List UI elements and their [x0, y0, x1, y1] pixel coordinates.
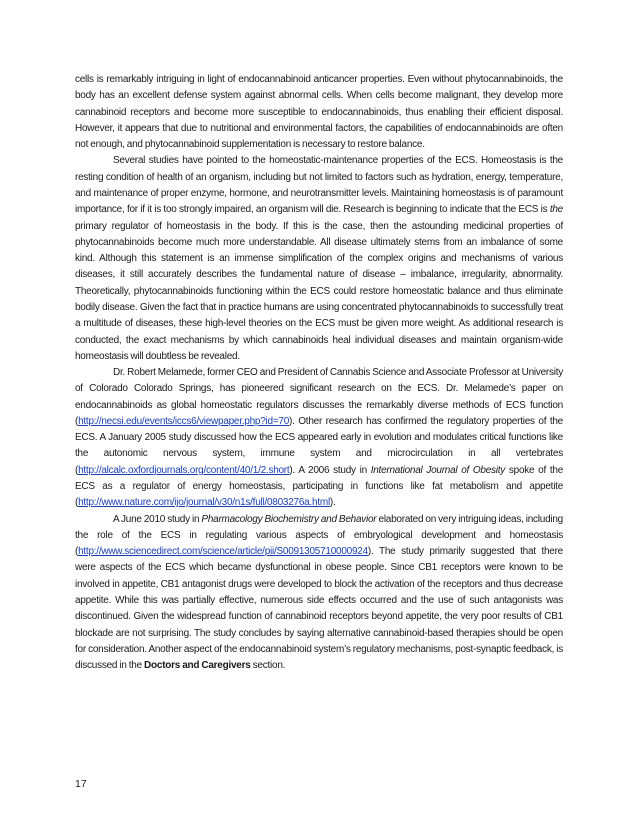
paragraph-text: ). A 2006 study in	[289, 464, 371, 476]
paragraph-endocannabinoid-anticancer	[75, 72, 563, 153]
paragraph-pharmacology-study	[75, 512, 563, 675]
paragraph-text: A June 2010 study in	[113, 513, 202, 525]
journal-title-obesity: International Journal of Obesity	[370, 464, 506, 476]
link-nature-obesity[interactable]: http://www.nature.com/ijo/journal/v30/n1s/full/0803276a.html	[78, 497, 330, 509]
paragraph-text: Several studies have pointed to the homeostatic-maintenance properties of the ECS. Homeostasis is the resting condition of health of an organism, including but not limited to factors such as hydration, energy, temperature, and maintenance of proper enzyme, hormone, and neurotransmitter levels. Maintaining homeostasis is of paramount importance, for if it is too strongly impaired, an organism will die. Research is beginning to indicate that the ECS is	[75, 155, 563, 216]
paragraph-text: primary regulator of homeostasis in the body. If this is the case, then the astounding medicinal properties of phytocannabinoids become much more understandable. All disease ultimately stems from an imbalance of some kind. Although this statement is an immense simplification of the complex origins and mechanisms of various diseases, it still accurately describes the fundamental nature of disease – imbalance, irregularity, abnormality. Theoretically, phytocannabinoids functioning within the ECS could restore homeostatic balance and thus eliminate bodily disease. Given the fact that in practice humans are using concentrated phytocannabinoids to successfully treat a multitude of diseases, these high-level theories on the ECS must be given more weight. As additional research is conducted, the exact mechanisms by which cannabinoids heal individual diseases and maintain organism-wide homeostasis will doubtless be revealed.	[75, 220, 563, 362]
paragraph-text: elaborated on very intriguing ideas, including the role of the ECS in regulating various aspects of embryological development and homeostasis (	[75, 513, 563, 558]
document-body	[75, 72, 563, 674]
paragraph-melamede-research	[75, 365, 563, 512]
link-sciencedirect-study[interactable]: http://www.sciencedirect.com/science/article/pii/S0091305710000924	[78, 546, 368, 558]
journal-title-pharmacology: Pharmacology Biochemistry and Behavior	[201, 513, 377, 525]
page-number: 17	[75, 778, 87, 790]
link-necsi-paper[interactable]: http://necsi.edu/events/iccs6/viewpaper.php?id=70	[78, 415, 290, 427]
paragraph-text: spoke of the ECS as a regulator of energy homeostasis, participating in functions like fat metabolism and appetite (	[75, 464, 563, 509]
paragraph-homeostasis	[75, 153, 563, 365]
link-alcalc-study[interactable]: http://alcalc.oxfordjournals.org/content/40/1/2.short	[78, 464, 290, 476]
paragraph-text: Dr. Robert Melamede, former CEO and President of Cannabis Science and Associate Professor at University of Colorado Colorado Springs, has pioneered significant research on the ECS. Dr. Melamede’s paper on endocannabinoids as global homeostatic regulators discusses the remarkably diverse methods of ECS function (	[75, 367, 563, 427]
paragraph-text: cells is remarkably intriguing in light of endocannabinoid anticancer properties. Even without phytocannabinoids, the body has an excellent defense system against abnormal cells. When cells become malignant, they develop more cannabinoid receptors and become more susceptible to endocannabinoids, thus enabling their efficient disposal. However, it appears that due to nutritional and environmental factors, the capabilities of endocannabinoids are often not enough, and phytocannabinoid supplementation is necessary to restore balance.	[75, 74, 563, 151]
emphasis-the: the	[549, 204, 563, 216]
paragraph-text: ). Other research has confirmed the regulatory properties of the ECS. A January 2005 study discussed how the ECS appeared early in evolution and modulates critical functions like the autonomic nervous system, immune system and microcirculation in all vertebrates (	[75, 415, 563, 476]
paragraph-text: ).	[329, 497, 336, 509]
paragraph-text: section.	[250, 660, 286, 672]
paragraph-text: ). The study primarily suggested that there were aspects of the ECS which became dysfunctional in obese people. Since CB1 receptors were known to be involved in appetite, CB1 antagonist drugs were developed to block the activation of the receptors and thus decrease appetite. While this was partially effective, numerous side effects occurred and the use of such antagonists was discontinued. Given the widespread function of cannabinoid receptors beyond appetite, the very poor results of CB1 blockade are not surprising. The study concludes by saying alternative cannabinoid-based therapies should be open for consideration. Another aspect of the endocannabinoid system’s regulatory mechanisms, post-synaptic feedback, is discussed in the	[75, 546, 563, 672]
section-reference-doctors-caregivers: Doctors and Caregivers	[144, 660, 251, 672]
